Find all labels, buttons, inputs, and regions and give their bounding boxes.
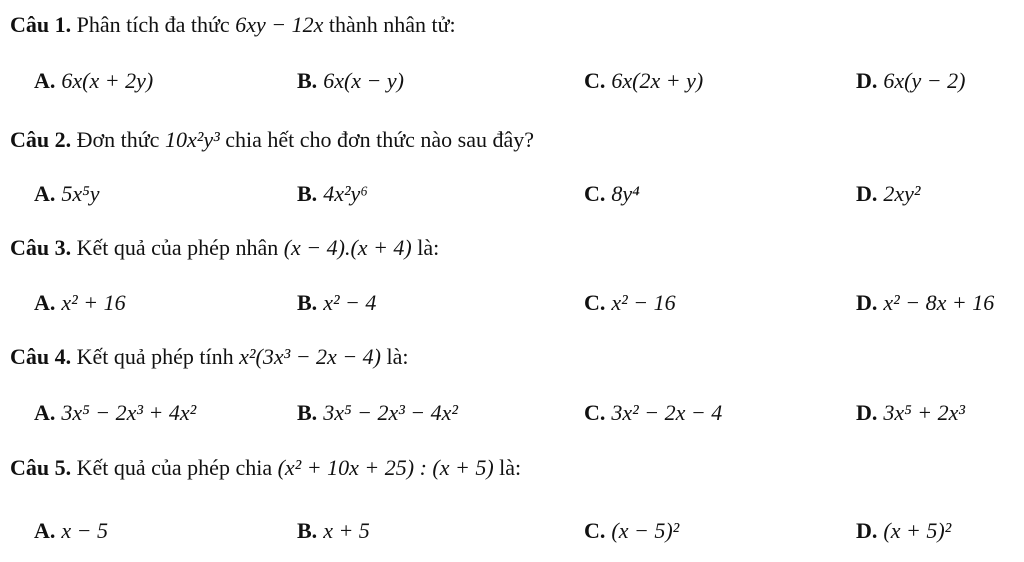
- question-prompt: Đơn thức: [76, 127, 160, 152]
- question-prompt-end: chia hết cho đơn thức nào sau đây?: [225, 127, 535, 152]
- option-letter: D.: [856, 290, 878, 315]
- question-5: [10, 455, 521, 481]
- option-text: 3x² − 2x − 4: [611, 400, 723, 425]
- question-prompt-end: là:: [499, 455, 522, 480]
- option-d[interactable]: [856, 181, 921, 207]
- option-a[interactable]: [34, 68, 153, 94]
- option-text: 3x⁵ − 2x³ + 4x²: [61, 400, 197, 425]
- option-letter: B.: [297, 400, 318, 425]
- option-d[interactable]: [856, 518, 951, 544]
- option-letter: B.: [297, 181, 318, 206]
- option-letter: A.: [34, 181, 56, 206]
- question-label: Câu 4.: [10, 344, 72, 369]
- option-b[interactable]: [297, 290, 376, 316]
- option-letter: C.: [584, 518, 606, 543]
- question-1: [10, 12, 456, 38]
- question-prompt-end: thành nhân tử:: [328, 12, 456, 37]
- option-a[interactable]: [34, 181, 100, 207]
- question-prompt-end: là:: [386, 344, 409, 369]
- options-row-2: [0, 181, 1024, 211]
- question-2: [10, 127, 534, 153]
- option-text: 6x(x − y): [323, 68, 404, 93]
- options-row-3: [0, 290, 1024, 320]
- question-expression: x²(3x³ − 2x − 4): [239, 344, 381, 369]
- option-text: (x + 5)²: [883, 518, 952, 543]
- option-c[interactable]: [584, 290, 676, 316]
- option-b[interactable]: [297, 68, 404, 94]
- option-text: 3x⁵ + 2x³: [883, 400, 966, 425]
- option-text: 8y⁴: [611, 181, 640, 206]
- option-c[interactable]: [584, 518, 679, 544]
- question-expression: 10x²y³: [164, 127, 220, 152]
- option-a[interactable]: [34, 290, 126, 316]
- question-prompt: Kết quả phép tính: [76, 344, 234, 369]
- option-text: x² − 16: [611, 290, 676, 315]
- option-letter: A.: [34, 290, 56, 315]
- question-label: Câu 1.: [10, 12, 72, 37]
- option-letter: D.: [856, 400, 878, 425]
- option-letter: A.: [34, 68, 56, 93]
- option-b[interactable]: [297, 518, 370, 544]
- question-4: [10, 344, 409, 370]
- option-text: 5x⁵y: [61, 181, 100, 206]
- option-letter: D.: [856, 518, 878, 543]
- option-d[interactable]: [856, 68, 965, 94]
- option-letter: C.: [584, 181, 606, 206]
- option-text: x + 5: [323, 518, 370, 543]
- option-text: 6x(x + 2y): [61, 68, 154, 93]
- question-prompt-end: là:: [417, 235, 440, 260]
- question-3: [10, 235, 439, 261]
- question-expression: (x² + 10x + 25) : (x + 5): [277, 455, 494, 480]
- option-text: 4x²y⁶: [323, 181, 368, 206]
- option-letter: C.: [584, 400, 606, 425]
- question-prompt: Kết quả của phép nhân: [76, 235, 279, 260]
- option-letter: A.: [34, 518, 56, 543]
- option-b[interactable]: [297, 181, 368, 207]
- option-a[interactable]: [34, 518, 108, 544]
- option-letter: B.: [297, 68, 318, 93]
- option-text: (x − 5)²: [611, 518, 680, 543]
- option-c[interactable]: [584, 400, 722, 426]
- option-text: 6x(2x + y): [611, 68, 704, 93]
- options-row-1: [0, 68, 1024, 98]
- option-text: x² + 16: [61, 290, 126, 315]
- option-text: 2xy²: [883, 181, 921, 206]
- option-b[interactable]: [297, 400, 458, 426]
- question-prompt: Phân tích đa thức: [76, 12, 230, 37]
- option-a[interactable]: [34, 400, 196, 426]
- option-text: x² − 4: [323, 290, 377, 315]
- option-text: x² − 8x + 16: [883, 290, 995, 315]
- option-letter: B.: [297, 290, 318, 315]
- option-letter: D.: [856, 68, 878, 93]
- question-label: Câu 2.: [10, 127, 72, 152]
- question-expression: 6xy − 12x: [235, 12, 324, 37]
- option-text: x − 5: [61, 518, 109, 543]
- options-row-4: [0, 400, 1024, 430]
- option-d[interactable]: [856, 290, 994, 316]
- question-label: Câu 5.: [10, 455, 72, 480]
- option-c[interactable]: [584, 68, 703, 94]
- option-letter: B.: [297, 518, 318, 543]
- option-letter: C.: [584, 290, 606, 315]
- option-letter: C.: [584, 68, 606, 93]
- option-text: 3x⁵ − 2x³ − 4x²: [323, 400, 459, 425]
- option-d[interactable]: [856, 400, 965, 426]
- option-c[interactable]: [584, 181, 640, 207]
- option-text: 6x(y − 2): [883, 68, 966, 93]
- question-label: Câu 3.: [10, 235, 72, 260]
- question-prompt: Kết quả của phép chia: [76, 455, 273, 480]
- option-letter: D.: [856, 181, 878, 206]
- question-expression: (x − 4).(x + 4): [283, 235, 412, 260]
- option-letter: A.: [34, 400, 56, 425]
- options-row-5: [0, 518, 1024, 548]
